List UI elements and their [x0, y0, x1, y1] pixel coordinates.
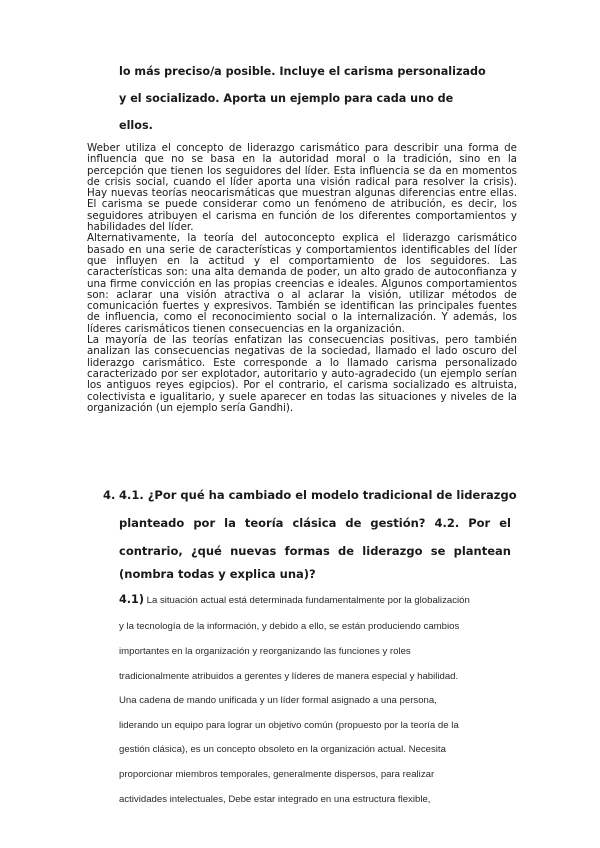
answer-line: proporcionar miembros temporales, generalmente dispersos, para realizar [119, 769, 435, 780]
intro-line: y el socializado. Aporta un ejemplo para cada uno de [119, 92, 454, 105]
question-number: 4. [103, 488, 116, 502]
intro-line: lo más preciso/a posible. Incluye el carisma personalizado [119, 65, 486, 78]
question-line: contrario, ¿qué nuevas formas de liderazgo se plantean [119, 544, 511, 558]
answer-line: gestión clásica), es un concepto obsoleto en la organización actual. Necesita [119, 744, 446, 755]
answer-line: y la tecnología de la información, y debido a ello, se están produciendo cambios [119, 621, 460, 632]
question-line: planteado por la teoría clásica de gestión? 4.2. Por el [119, 516, 511, 530]
answer-line: Una cadena de mando unificada y un líder formal asignado a una persona, [119, 695, 437, 706]
answer-body [87, 143, 517, 414]
answer-line: actividades intelectuales, Debe estar integrado en una estructura flexible, [119, 794, 431, 805]
question-line: (nombra todas y explica una)? [119, 567, 316, 581]
paragraph: Alternativamente, la teoría del autoconcepto explica el liderazgo carismático basado en una serie de características y comportamientos identificables del líder que influyen en la actitud y el comportamiento de los seguidores. Las características son: una alta demanda de poder, un alto grado de autoconfianza y una firme convicción en las propias creencias e ideales. Algunos comportamientos son: aclarar una visión atractiva o al aclarar la visión, utilizar métodos de comunicación fuertes y expresivos. También se identifican las principales fuentes de influencia, como el reconocimiento social o la internalización. Y además, los líderes carismáticos tienen consecuencias en la organización. [87, 232, 517, 335]
intro-line: ellos. [119, 119, 153, 132]
answer-label: 4.1) [119, 593, 144, 606]
question-line: 4.1. ¿Por qué ha cambiado el modelo tradicional de liderazgo [119, 488, 517, 502]
answer-text: La situación actual está determinada fundamentalmente por la globalización [143, 595, 470, 606]
paragraph: Weber utiliza el concepto de liderazgo carismático para describir una forma de influencia que no se basa en la autoridad moral o la tradición, sino en la percepción que tienen los seguidores del líder. Esta influencia se da en momentos de crisis social, cuando el líder aporta una visión radical para resolver la crisis). Hay nuevas teorías neocarismáticas que muestran algunas diferencias entre ellas. El carisma se puede considerar como un fenómeno de atribución, es decir, los seguidores atribuyen el carisma en función de los diferentes comportamientos y habilidades del líder. [87, 142, 517, 234]
answer-line: importantes en la organización y reorganizando las funciones y roles [119, 646, 411, 657]
paragraph: La mayoría de las teorías enfatizan las consecuencias positivas, pero también analizan las consecuencias negativas de la sociedad, llamado el lado oscuro del liderazgo carismático. Este corresponde a lo llamado carisma personalizado caracterizado por ser explotador, autoritario y auto-agradecido (un ejemplo serían los antiguos reyes egipcios). Por el contrario, el carisma socializado es altruista, colectivista e igualitario, y suele aparecer en todas las situaciones y niveles de la organización (un ejemplo sería Gandhi). [87, 334, 517, 414]
answer-line [119, 594, 470, 607]
answer-line: liderando un equipo para lograr un objetivo común (propuesto por la teoría de la [119, 720, 459, 731]
answer-line: tradicionalmente atribuidos a gerentes y líderes de manera especial y habilidad. [119, 671, 459, 682]
